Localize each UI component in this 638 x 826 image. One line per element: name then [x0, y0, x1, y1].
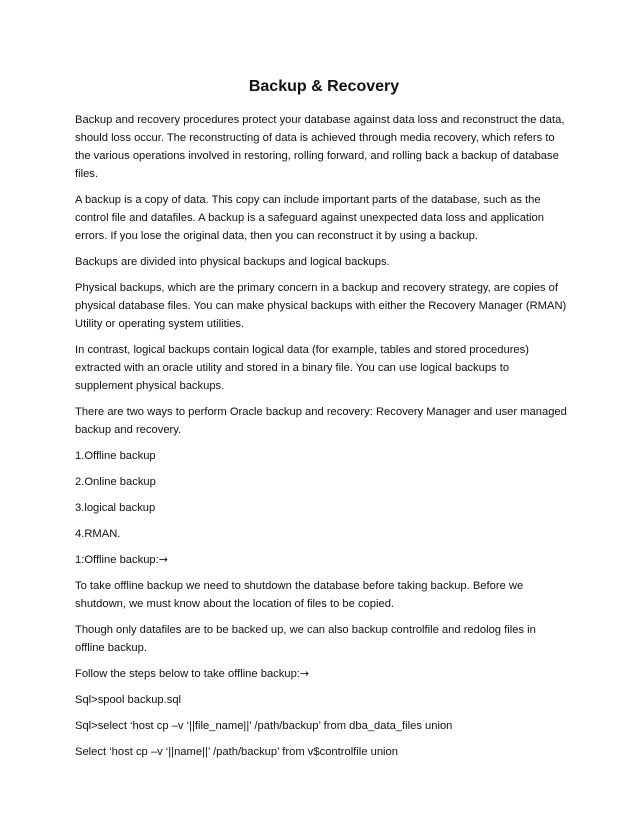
list-item: 4.RMAN. [75, 528, 121, 540]
paragraph-intro: Backup and recovery procedures protect your database against data loss and reconstruct the data, should loss occur. The reconstructing of data is achieved through media recovery, which refers to the various operations involved in restoring, rolling forward, and rolling back a backup of database files. [75, 114, 565, 180]
paragraph-backup-definition: A backup is a copy of data. This copy can include important parts of the database, such as the control file and datafiles. A backup is a safeguard against unexpected data loss and application errors. If you lose the original data, then you can reconstruct it by using a backup. [75, 194, 544, 242]
paragraph-logical-backups: In contrast, logical backups contain logical data (for example, tables and stored procedures) extracted with an oracle utility and stored in a binary file. You can use logical backups to supplement physical backups. [75, 344, 529, 392]
list-item: 2.Online backup [75, 476, 156, 488]
list-item: 3.logical backup [75, 502, 156, 514]
command-line: Select ‘host cp –v ‘||name||’ /path/backup’ from v$controlfile union [75, 746, 398, 758]
paragraph-offline-files: Though only datafiles are to be backed up, we can also backup controlfile and redolog files in offline backup. [75, 624, 536, 654]
paragraph-physical-backups: Physical backups, which are the primary concern in a backup and recovery strategy, are copies of physical database files. You can make physical backups with either the Recovery Manager (RMAN) Utility or operating system utilities. [75, 282, 567, 330]
document-title: Backup & Recovery [248, 78, 400, 95]
paragraph-backup-types: Backups are divided into physical backups and logical backups. [75, 256, 390, 268]
steps-heading-text: Follow the steps below to take offline backup: [75, 668, 300, 680]
section-heading-text: 1:Offline backup: [75, 554, 159, 566]
steps-heading [75, 665, 568, 683]
list-item: 1.Offline backup [75, 450, 156, 462]
right-arrow-icon: → [299, 667, 310, 680]
paragraph-offline-intro: To take offline backup we need to shutdown the database before taking backup. Before we shutdown, we must know about the location of files to be copied. [75, 580, 524, 610]
command-line: Sql>select ‘host cp –v ‘||file_name||’ /path/backup’ from dba_data_files union [75, 720, 453, 732]
command-line: Sql>spool backup.sql [75, 694, 182, 706]
paragraph-two-ways: There are two ways to perform Oracle backup and recovery: Recovery Manager and user managed backup and recovery. [75, 406, 567, 436]
right-arrow-icon: → [158, 553, 168, 566]
section-heading [75, 551, 568, 569]
